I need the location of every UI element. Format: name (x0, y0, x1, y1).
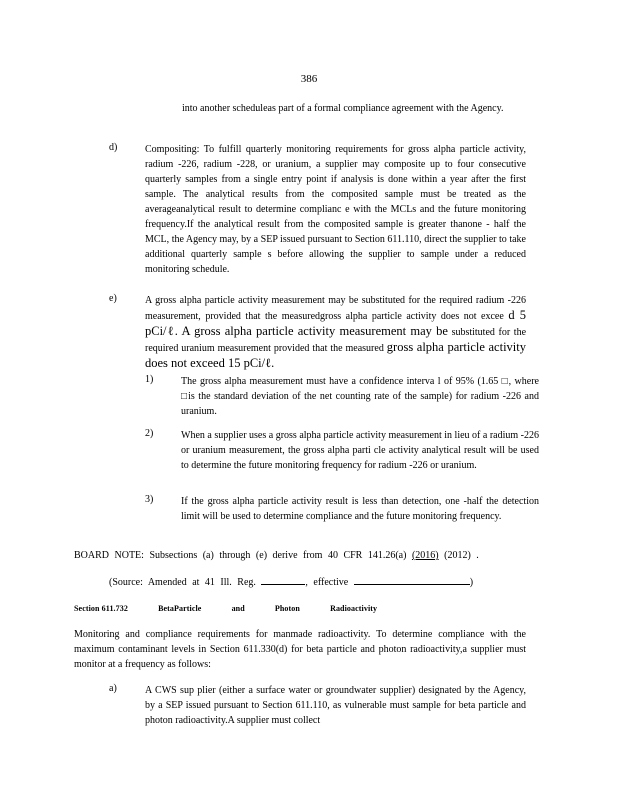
subsection-d-label: d) (109, 142, 118, 153)
section-number: Section 611.732 (74, 604, 128, 613)
effective-date-blank (354, 575, 470, 585)
subsection-d-text: Compositing: To fulfill quarterly monitoring requirements for gross alpha particle activity, radium -226, radium -228, or uranium, a supplier may composite up to four consecutive quarterly samples from a single entry point if analysis is done within a year after the first sample. The analytical results from the composited sample must be treated as the averageanalytical result to determine complianc e with the MCLs and the future monitoring frequency.If the analytical result from the composited sample is greater thanone - half the MCL, the Agency may, by a SEP issued pursuant to Section 611.110, direct the supplier to take additional quarterly sample s before allowing the supplier to sample under a reduced monitoring schedule. (145, 144, 526, 275)
item-3-label: 3) (145, 494, 154, 505)
item-1-text: The gross alpha measurement must have a confidence interva l of 95% (1.65 □, where □is the standard deviation of the net counting rate of the sample) for radium -226 and uranium. (181, 376, 539, 417)
subsection-a-text: A CWS sup plier (either a surface water or groundwater supplier) designated by the Agency, by a SEP issued pursuant to Section 611.110, as vulnerable must sample for beta particle and photon radioactivity.A supplier must collect (145, 685, 526, 726)
board-note (74, 548, 544, 563)
section-title-4: Radioactivity (330, 604, 378, 613)
source-text-3: ) (469, 577, 474, 588)
board-note-deleted-year: (2012) (444, 550, 471, 561)
board-note-added-year: (2016) (411, 550, 439, 561)
subsection-e-label: e) (109, 293, 117, 304)
source-note (109, 575, 529, 590)
register-blank (261, 575, 305, 585)
section-title-1: BetaParticle (158, 604, 202, 613)
source-text-2: , effective (305, 577, 349, 588)
item-3-text: If the gross alpha particle activity result is less than detection, one -half the detection limit will be used to determine compliance and the future monitoring frequency. (181, 496, 539, 522)
source-text-1: (Source: Amended at 41 Ill. Reg. (109, 577, 256, 588)
page-number: 386 (300, 73, 318, 85)
section-title-2: and (231, 604, 245, 613)
subsection-e-text-3: A gross alpha particle activity measurement may be (181, 324, 448, 338)
item-2-text: When a supplier uses a gross alpha particle activity measurement in lieu of a radium -226 or uranium measurement, the gross alpha parti cle activity analytical result will be used to determine the future monitoring frequency for radium -226 or uranium. (181, 430, 539, 471)
subsection-a-label: a) (109, 683, 117, 694)
subsection-e-text-2: d 5 pCi/ℓ. (145, 308, 526, 338)
section-intro-text: Monitoring and compliance requirements for manmade radioactivity. To determine compliance with the maximum contaminant levels in Section 611.330(d) for beta particle and photon radioactivity,a supplier must monitor at a frequency as follows: (74, 629, 526, 670)
item-1-label: 1) (145, 374, 154, 385)
board-note-end: . (476, 550, 479, 561)
subsection-e-text-5: gross alpha particle activity does not exceed 15 pCi/ℓ. (145, 340, 526, 370)
subsection-e-text-1: A gross alpha particle activity measurement may be substituted for the required radium -226 measurement, provided that the measuredgross alpha particle activity does not excee (145, 295, 526, 322)
board-note-text: BOARD NOTE: Subsections (a) through (e) derive from 40 CFR 141.26(a) (74, 550, 407, 561)
subsection-e-text (145, 293, 526, 372)
section-title-3: Photon (274, 604, 300, 613)
subsection-e-text-4: substituted for the required uranium measurement provided that the measured (145, 327, 527, 354)
item-2-label: 2) (145, 428, 154, 439)
section-heading (74, 604, 405, 613)
continuation-text: into another scheduleas part of a formal compliance agreement with the Agency. (182, 103, 504, 114)
